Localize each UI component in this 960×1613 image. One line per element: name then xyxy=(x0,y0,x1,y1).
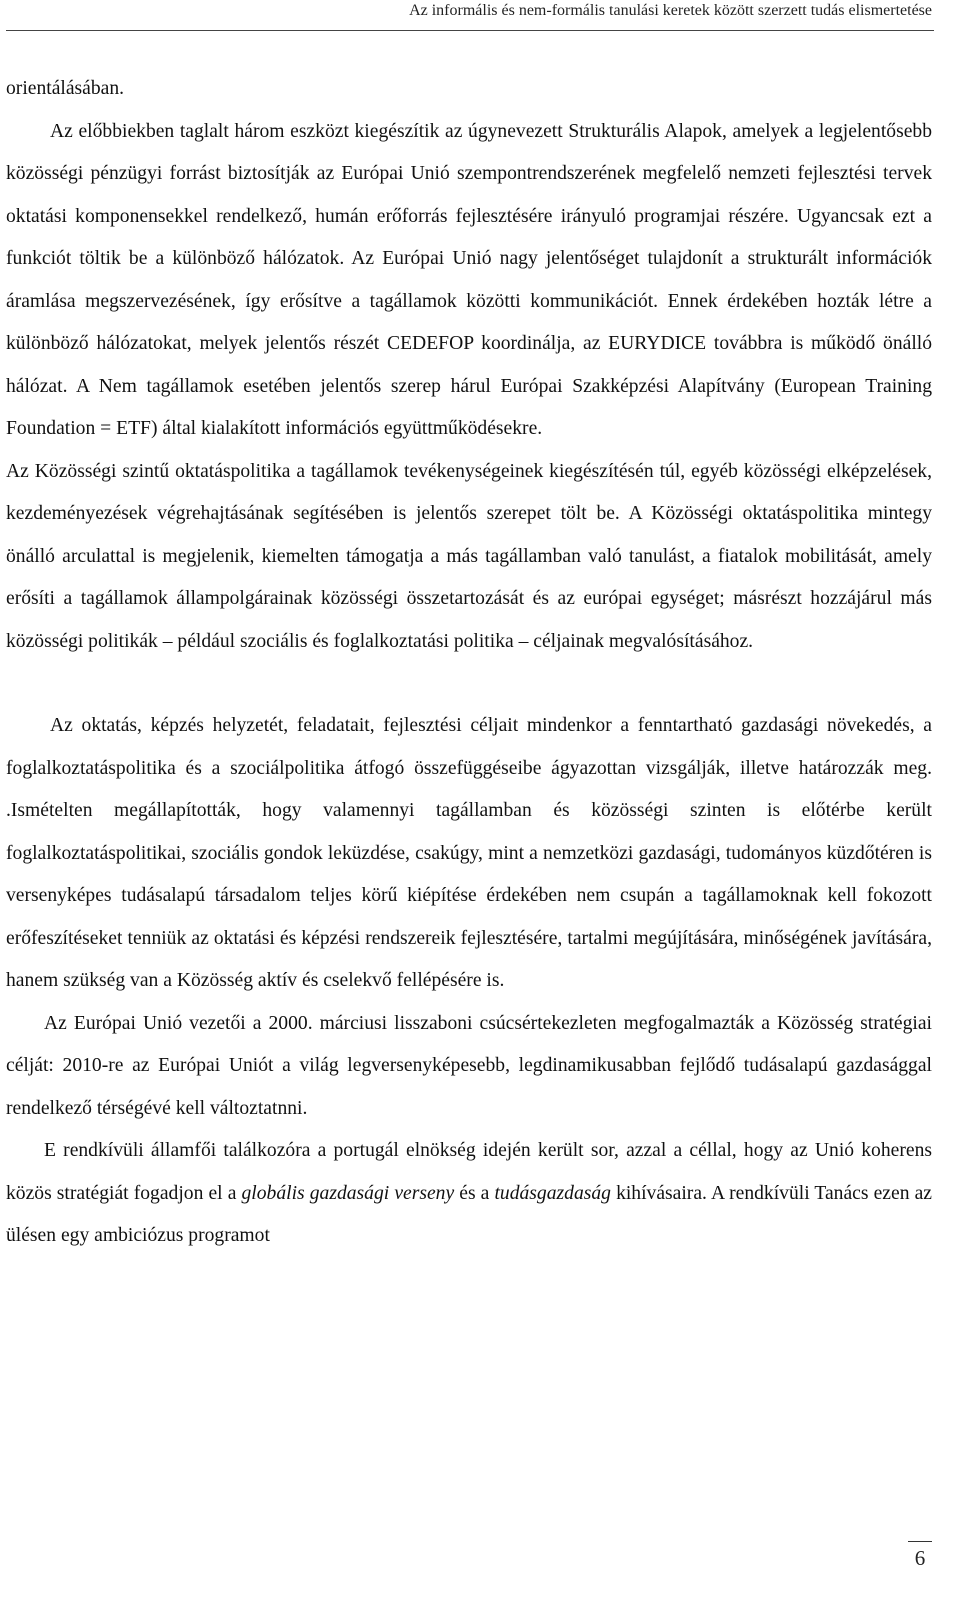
running-header: Az informális és nem-formális tanulási keretek között szerzett tudás elismertetése xyxy=(409,2,932,19)
document-body xyxy=(6,68,932,1258)
paragraph-2: Az előbbiekben taglalt három eszközt kiegészítik az úgynevezett Strukturális Alapok, amelyek a legjelentősebb közösségi pénzügyi forrást biztosítják az Európai Unió szempontrendszerének megfelelő nemzeti fejlesztési tervek oktatási komponensekkel rendelkező, humán erőforrás fejlesztésére irányuló programjai részére. Ugyancsak ezt a funkciót töltik be a különböző hálózatok. Az Európai Unió nagy jelentőséget tulajdonít a strukturált információk áramlása megszervezésének, így erősítve a tagállamok közötti kommunikációt. Ennek érdekében hozták létre a különböző hálózatokat, melyek jelentős részét CEDEFOP koordinálja, az EURYDICE továbbra is működő önálló hálózat. A Nem tagállamok esetében jelentős szerep hárul Európai Szakképzési Alapítvány (European Training Foundation = ETF) által kialakított információs együttműködésekre. xyxy=(6,120,932,439)
emphasis-global-competition: globális gazdasági verseny xyxy=(241,1182,455,1204)
paragraph-1: orientálásában. xyxy=(6,78,125,99)
emphasis-knowledge-economy: tudásgazdaság xyxy=(494,1182,611,1204)
header-rule xyxy=(6,30,934,31)
paragraph-6 xyxy=(6,1130,932,1258)
paragraph-6-text-c: kihívásaira. A rendkívüli Tanács ezen az ülésen egy ambiciózus programot xyxy=(6,1182,932,1246)
page-number-rule xyxy=(908,1541,932,1542)
paragraph-4: Az oktatás, képzés helyzetét, feladatait, fejlesztési céljait mindenkor a fenntartható gazdasági növekedés, a foglalkoztatáspolitika és a szociálpolitika átfogó összefüggéseibe ágyazottan vizsgálják, illetve határozzák meg. .Ismételten megállapították, hogy valamennyi tagállamban és közösségi szinten is előtérbe került foglalkoztatáspolitikai, szociális gondok leküzdése, csakúgy, mint a nemzetközi gazdasági, tudományos küzdőtéren is versenyképes tudásalapú társadalom teljes körű kiépítése érdekében nem csupán a tagállamoknak kell fokozott erőfeszítéseket tenniük az oktatási és képzési rendszereik fejlesztésére, tartalmi megújítására, minőségének javítására, hanem szükség van a Közösség aktív és cselekvő fellépésére is. xyxy=(6,715,932,991)
paragraph-5: Az Európai Unió vezetői a 2000. márciusi lisszaboni csúcsértekezleten megfogalmazták a Közösség stratégiai célját: 2010-re az Európai Uniót a világ legversenyképesebb, legdinamikusabban fejlődő tudásalapú gazdasággal rendelkező térségévé kell változtatnni. xyxy=(6,1012,932,1119)
paragraph-3: Az Közösségi szintű oktatáspolitika a tagállamok tevékenységeinek kiegészítésén túl, egyéb közösségi elképzelések, kezdeményezések végrehajtásának segítésében is jelentős szerepet tölt be. A Közösségi oktatáspolitika mintegy önálló arculattal is megjelenik, kiemelten támogatja a más tagállamban való tanulást, a fiatalok mobilitását, amely erősíti a tagállamok állampolgárainak közösségi összetartozását és az európai egységet; másrészt hozzájárul más közösségi politikák – például szociális és foglalkoztatási politika – céljainak megvalósításához. xyxy=(6,460,932,652)
page-number-value: 6 xyxy=(914,1546,926,1570)
paragraph-6-text-a: E rendkívüli államfői találkozóra a portugál elnökség idején került sor, azzal a céllal, hogy az Unió koherens közös stratégiát fogadjon el a xyxy=(6,1140,932,1204)
paragraph-6-text-b: és a xyxy=(454,1182,495,1204)
page-number xyxy=(908,1541,932,1571)
